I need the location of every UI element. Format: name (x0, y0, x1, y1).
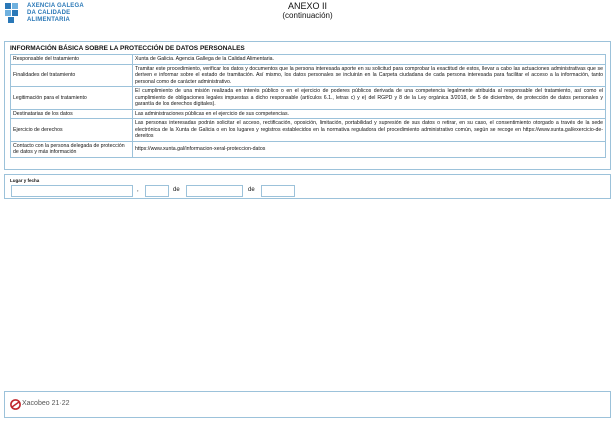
row-label: Ejercicio de derechos (11, 119, 133, 142)
table-row (11, 64, 606, 87)
row-label: Legitimación para el tratamiento (11, 87, 133, 110)
row-value: El cumplimiento de una misión realizada en interés público o en el ejercicio de poderes públicos derivada de una competencia legalmente atribuida al responsable del tratamiento, así como el cumplimiento de obligaciones legales impuestas a dicho responsable (artículos 6.1., letras c) y e) del RGPD y 8 de la Ley orgánica 3/2018, de 5 de diciembre, de protección de datos personales y garantía de los derechos digitales). (133, 87, 606, 110)
table-row (11, 141, 606, 157)
table-row (11, 87, 606, 110)
logo-line: ALIMENTARIA (27, 17, 71, 23)
place-input[interactable] (11, 185, 133, 197)
table-row (11, 109, 606, 119)
de-separator: de (248, 187, 255, 193)
comma-separator: , (137, 187, 139, 193)
row-value: Las personas interesadas podrán solicitar el acceso, rectificación, oposición, limitación, portabilidad y supresión de sus datos o retirar, en su caso, el consentimiento otorgado a través de la sede electrónica de la Xunta de Galicia o en los lugares y registros establecidos en la normativa reguladora del procedimiento administrativo común, según se recoge en https://www.xunta.gal/exercicio-de-dereitos (133, 119, 606, 142)
row-value: Las administraciones públicas en el ejercicio de sus competencias. (133, 109, 606, 119)
annex-header (0, 1, 615, 21)
data-protection-table (10, 54, 606, 158)
row-label: Contacto con la persona delegada de protección de datos y más información (11, 141, 133, 157)
annex-subtitle: (continuación) (282, 11, 333, 20)
month-input[interactable] (186, 185, 243, 197)
table-row (11, 119, 606, 142)
row-value: https://www.xunta.gal/informacion-xeral-proteccion-datos (133, 141, 606, 157)
data-protection-title: INFORMACIÓN BÁSICA SOBRE LA PROTECCIÓN DE DATOS PERSONALES (10, 45, 245, 52)
row-label: Destinatarias de los datos (11, 109, 133, 119)
table-row (11, 55, 606, 65)
row-label: Responsable del tratamiento (11, 55, 133, 65)
annex-title: ANEXO II (287, 1, 327, 11)
xacobeo-icon (10, 399, 21, 410)
de-separator: de (173, 187, 180, 193)
row-value: Tramitar este procedimiento, verificar los datos y documentos que la persona interesada aporte en su solicitud para comprobar la exactitud de estos, llevar a cabo las actuaciones administrativas que se deriven e informar sobre el estado de tramitación. Así mismo, los datos personales se incluirán en la Carpeta ciudadana de cada persona interesada para facilitar el acceso a la información, tanto personal como de carácter administrativo. (133, 64, 606, 87)
row-label: Finalidades del tratamiento (11, 64, 133, 87)
xacobeo-brand: Xacobeo 21·22 (22, 400, 70, 407)
place-date-label: Lugar y fecha (10, 178, 40, 183)
logo-line: DA CALIDADE (27, 10, 71, 16)
day-input[interactable] (145, 185, 169, 197)
logo-line: AXENCIA GALEGA (27, 3, 84, 9)
row-value: Xunta de Galicia. Agencia Gallega de la Calidad Alimentaria. (133, 55, 606, 65)
year-input[interactable] (261, 185, 295, 197)
data-protection-section (4, 41, 611, 170)
place-date-section (4, 174, 611, 199)
page-footer (4, 391, 611, 418)
